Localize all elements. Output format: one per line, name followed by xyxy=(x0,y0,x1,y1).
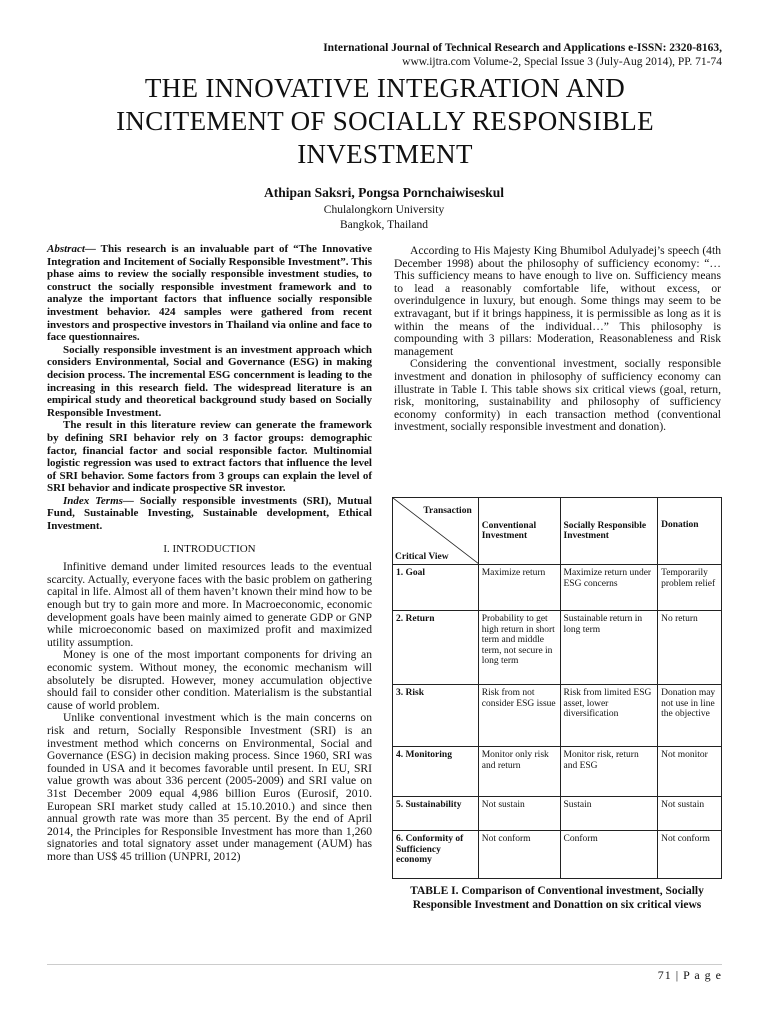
row-label: 5. Sustainability xyxy=(393,797,479,831)
intro-p2: Money is one of the most important components for driving an economic system. Without money, the economic mechanism will absolutely be disrupted. However, money accumulation objective should fail to consider other condition. Materialism is the substantial cause of world problem. xyxy=(47,648,372,712)
table-cell: Not conform xyxy=(658,831,722,879)
table-row xyxy=(393,565,722,611)
table-cell: Donation may not use in line the objective xyxy=(658,685,722,747)
table-cell: Risk from not consider ESG issue xyxy=(478,685,560,747)
journal-name: International Journal of Technical Research and Applications e-ISSN: 2320-8163, xyxy=(323,42,722,54)
table-cell: No return xyxy=(658,611,722,685)
table-row xyxy=(393,685,722,747)
comparison-table xyxy=(392,497,722,879)
journal-volume: www.ijtra.com Volume-2, Special Issue 3 (July-Aug 2014), PP. 71-74 xyxy=(402,56,722,68)
title-line: INVESTMENT xyxy=(297,139,473,169)
intro-p1: Infinitive demand under limited resources leads to the eventual scarcity. Actually, everyone faces with the basic problem on gathering capital in life. Almost all of them haven’t known their mind how to be enough but try to gain more and more. In Macroeconomic, economic development goals have been mainly aimed to generate GDP or GNP while microeconomic based on maximized profit and maximized utility assumption. xyxy=(47,560,372,649)
table-row xyxy=(393,797,722,831)
table-row xyxy=(393,831,722,879)
abstract-p2: Socially responsible investment is an investment approach which considers Environmental, Social and Governance (ESG) in making decision process. The incremental ESG concernment is leading to the increasing in this research field. The widespread literature is an empirical study and theoretical background study based on Socially Responsible Investment. xyxy=(47,343,372,419)
table-cell: Not sustain xyxy=(658,797,722,831)
index-terms-text: Socially responsible investments (SRI), Mutual Fund, Sustainable Investing, Sustainable development, Ethical Investment. xyxy=(47,494,372,533)
table-cell: Not monitor xyxy=(658,747,722,797)
table-cell: Risk from limited ESG asset, lower diversification xyxy=(560,685,658,747)
table-cell: Not conform xyxy=(478,831,560,879)
column-header: Donation xyxy=(658,498,722,565)
row-label: 4. Monitoring xyxy=(393,747,479,797)
table-cell: Probability to get high return in short term and middle term, not secure in long term xyxy=(478,611,560,685)
row-label: 6. Conformity of Sufficiency economy xyxy=(393,831,479,879)
table-cell: Temporarily problem relief xyxy=(658,565,722,611)
page-number: 71 | P a g e xyxy=(657,968,722,982)
right-column xyxy=(394,245,721,434)
left-column xyxy=(47,243,372,864)
abstract-label: Abstract— xyxy=(47,243,96,255)
corner-critical-view: Critical View xyxy=(395,551,449,562)
right-p1: According to His Majesty King Bhumibol Adulyadej’s speech (4th December 1998) about the philosophy of sufficiency economy: “…This sufficiency means to have enough to live on. Sufficiency means to lead a reasonably comfortable life, without excess, or overindulgence in luxury, but enough. Some things may seem to be extravagant, but if it brings happiness, it is permissible as long as it is within the means of the individual…” This philosophy is compounding with 3 pillars: Moderation, Reasonableness and Risk management xyxy=(394,244,721,358)
column-header: Socially Responsible Investment xyxy=(560,498,658,565)
column-header: Conventional Investment xyxy=(478,498,560,565)
table-corner-cell xyxy=(393,498,479,565)
table-cell: Maximize return under ESG concerns xyxy=(560,565,658,611)
abstract-text: This research is an invaluable part of “The Innovative Integration and Incitement of Socially Responsible Investment”. This phase aims to review the socially responsible investment studies, to construct the socially responsible investment framework and to analyze the important factors that influence socially responsible investment behavior. 424 samples were gathered from recent investors and prospective investors in Thailand via online and face to face questionnaires. xyxy=(47,243,372,344)
corner-transaction: Transaction xyxy=(423,506,472,516)
title-line: THE INNOVATIVE INTEGRATION AND xyxy=(144,73,626,103)
row-label: 3. Risk xyxy=(393,685,479,747)
table-cell: Conform xyxy=(560,831,658,879)
table-cell: Monitor only risk and return xyxy=(478,747,560,797)
title-line: INCITEMENT OF SOCIALLY RESPONSIBLE xyxy=(116,106,654,136)
table-cell: Sustainable return in long term xyxy=(560,611,658,685)
right-p2: Considering the conventional investment, socially responsible investment and donation in philosophy of sufficiency economy can illustrate in Table I. This table shows six critical views (goal, return, risk, monitoring, sustainability and philosophy of sufficiency economy conformity) in each transaction method (conventional investment, socially responsible investment and donation). xyxy=(394,357,721,434)
affiliation: Chulalongkorn University xyxy=(323,204,445,216)
abstract-p1 xyxy=(47,243,372,344)
footer-divider xyxy=(47,964,722,965)
table-cell: Monitor risk, return and ESG xyxy=(560,747,658,797)
section-heading: I. INTRODUCTION xyxy=(163,542,256,555)
table-row xyxy=(393,747,722,797)
abstract-p3: The result in this literature review can generate the framework by defining SRI behavior rely on 3 factor groups: demographic factor, financial factor and social responsible factor. Multinomial logistic regression was used to extract factors that influence the level of SRI behavior. Some factors from 3 groups can explain the level of SRI behavior and indicate prospective SR investor. xyxy=(47,419,372,495)
paper-title xyxy=(40,72,730,171)
row-label: 2. Return xyxy=(393,611,479,685)
table-row xyxy=(393,611,722,685)
table-cell: Maximize return xyxy=(478,565,560,611)
table-header-row xyxy=(393,498,722,565)
index-terms xyxy=(47,495,372,533)
row-label: 1. Goal xyxy=(393,565,479,611)
intro-p3: Unlike conventional investment which is the main concerns on risk and return, Socially Responsible Investment (SRI) is an investment method which concerns on Environmental, Social and Governance (ESG) in decision making process. Since 1960, SRI was founded in USA and it becomes favorable until present. In EU, SRI value growth was about 336 percent (2005-2009) and SRI value on 31st December 2009 equal 4,986 billion Euros (Eurosif, 2010. European SRI market study called at 15.10.2010.) and since then annual growth rate was more than 35 percent. By the end of April 2014, the Principles for Responsible Investment has more than 1,260 signatories and total signatory asset under management (AUM) has more than US$ 45 trillion (UNPRI, 2012) xyxy=(47,711,372,863)
index-terms-label: Index Terms— xyxy=(63,494,134,507)
table-caption: TABLE I. Comparison of Conventional investment, Socially Responsible Investment and Donattion on six critical views xyxy=(410,885,704,911)
journal-header xyxy=(323,41,722,69)
table-cell: Sustain xyxy=(560,797,658,831)
location: Bangkok, Thailand xyxy=(340,219,428,231)
table-cell: Not sustain xyxy=(478,797,560,831)
authors: Athipan Saksri, Pongsa Pornchaiwiseskul xyxy=(263,185,505,200)
